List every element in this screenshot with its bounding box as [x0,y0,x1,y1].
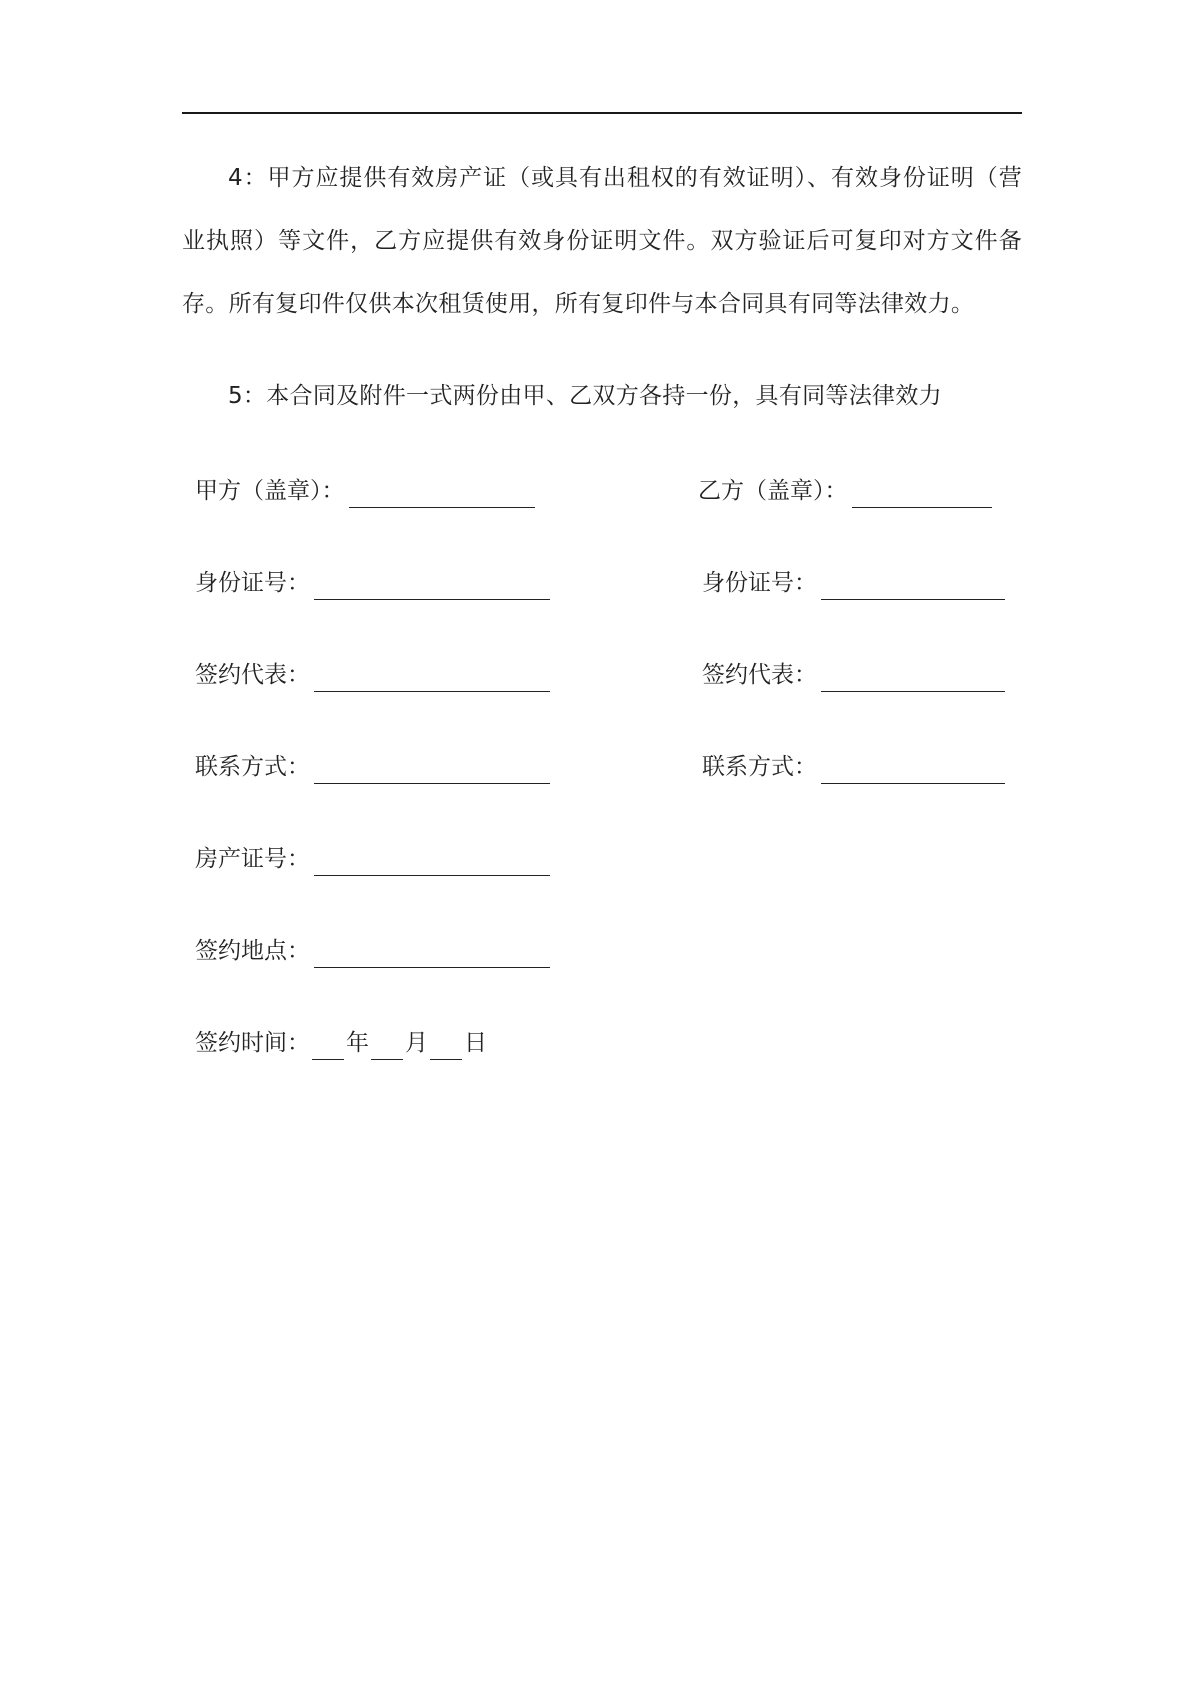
party-b-id-label: 身份证号： [702,570,817,596]
party-a-rep-label: 签约代表： [195,662,310,688]
party-a-time-label: 签约时间： [195,1030,310,1056]
party-a-contact-label: 联系方式： [195,754,310,780]
day-label: 日 [464,1030,487,1056]
party-a-rep-row [195,658,550,692]
party-a-id-label: 身份证号： [195,570,310,596]
party-b-rep-label: 签约代表： [702,662,817,688]
month-blank[interactable] [371,1033,403,1060]
party-b-id-line[interactable] [821,573,1005,600]
party-a-id-line[interactable] [314,573,550,600]
party-a-id-row [195,566,550,600]
party-a-place-label: 签约地点： [195,938,310,964]
year-label: 年 [346,1030,369,1056]
party-b-contact-row [702,750,1005,784]
party-a-deed-label: 房产证号： [195,846,310,872]
party-b-seal-row [698,474,992,508]
party-b-rep-row [702,658,1005,692]
party-b-seal-line[interactable] [852,481,992,508]
party-a-deed-line[interactable] [314,849,550,876]
party-b-contact-label: 联系方式： [702,754,817,780]
party-a-seal-line[interactable] [349,481,535,508]
party-a-deed-row [195,842,550,876]
party-a-contact-line[interactable] [314,757,550,784]
party-a-place-row [195,934,550,968]
party-a-seal-label: 甲方（盖章）： [195,478,345,504]
month-label: 月 [405,1030,428,1056]
party-a-time-row [195,1026,487,1060]
day-blank[interactable] [430,1033,462,1060]
clause-5: 5：本合同及附件一式两份由甲、乙双方各持一份，具有同等法律效力 [228,383,942,409]
party-b-contact-line[interactable] [821,757,1005,784]
party-a-place-line[interactable] [314,941,550,968]
clause-4: 4：甲方应提供有效房产证（或具有出租权的有效证明）、有效身份证明（营业执照）等文件，乙方应提供有效身份证明文件。双方验证后可复印对方文件备存。所有复印件仅供本次租赁使用，所有复印件与本合同具有同等法律效力。 [182,165,1022,317]
party-a-seal-row [195,474,535,508]
year-blank[interactable] [312,1033,344,1060]
party-a-contact-row [195,750,550,784]
header-rule [182,112,1022,114]
party-b-seal-label: 乙方（盖章）： [698,478,848,504]
party-b-rep-line[interactable] [821,665,1005,692]
party-a-rep-line[interactable] [314,665,550,692]
party-b-id-row [702,566,1005,600]
